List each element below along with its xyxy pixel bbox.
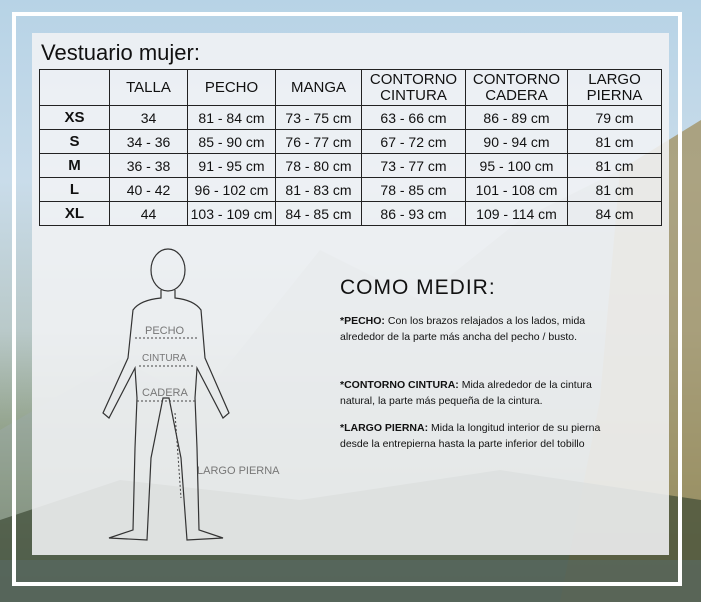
table-cell: 81 cm: [568, 154, 662, 178]
table-cell: 34: [110, 106, 188, 130]
table-cell: 79 cm: [568, 106, 662, 130]
table-row: [40, 178, 662, 202]
page-title: Vestuario mujer:: [41, 40, 200, 65]
note-label: *PECHO:: [340, 315, 385, 327]
size-table: [39, 69, 662, 226]
table-cell: 81 cm: [568, 178, 662, 202]
table-row: [40, 202, 662, 226]
table-cell: 103 - 109 cm: [188, 202, 276, 226]
note-text: Con los brazos relajados a los lados, mida alrededor de la parte más ancha del pecho / busto.: [340, 315, 586, 343]
size-code-cell: L: [40, 178, 110, 202]
table-cell: 73 - 77 cm: [362, 154, 466, 178]
note-text: Mida la longitud interior de su pierna desde la entrepierna hasta la parte inferior del tobillo: [340, 422, 601, 450]
table-cell: 96 - 102 cm: [188, 178, 276, 202]
table-cell: 86 - 89 cm: [466, 106, 568, 130]
note-text: Mida alrededor de la cintura natural, la parte más pequeña de la cintura.: [340, 379, 592, 407]
note-cintura: [340, 377, 610, 409]
table-cell: 95 - 100 cm: [466, 154, 568, 178]
how-to-measure-title: COMO MEDIR:: [340, 276, 496, 299]
table-cell: 84 - 85 cm: [276, 202, 362, 226]
label-cintura: CINTURA: [142, 353, 187, 364]
note-label: *CONTORNO CINTURA:: [340, 379, 459, 391]
size-code-cell: XL: [40, 202, 110, 226]
header-cell: MANGA: [276, 70, 362, 106]
table-body: [40, 106, 662, 226]
body-outline-icon: [95, 248, 295, 548]
note-label: *LARGO PIERNA:: [340, 422, 429, 434]
table-cell: 91 - 95 cm: [188, 154, 276, 178]
label-largo-pierna: LARGO PIERNA: [197, 465, 280, 477]
table-cell: 73 - 75 cm: [276, 106, 362, 130]
note-largo-pierna: [340, 420, 610, 452]
table-cell: 81 - 83 cm: [276, 178, 362, 202]
table-row: [40, 106, 662, 130]
table-cell: 109 - 114 cm: [466, 202, 568, 226]
header-row: [40, 70, 662, 106]
table-cell: 81 - 84 cm: [188, 106, 276, 130]
table-cell: 34 - 36: [110, 130, 188, 154]
table-cell: 78 - 85 cm: [362, 178, 466, 202]
table-cell: 36 - 38: [110, 154, 188, 178]
label-cadera: CADERA: [142, 387, 188, 399]
header-cell: [40, 70, 110, 106]
table-row: [40, 154, 662, 178]
label-pecho: PECHO: [145, 325, 185, 337]
table-row: [40, 130, 662, 154]
header-cell: CONTORNO CINTURA: [362, 70, 466, 106]
table-cell: 86 - 93 cm: [362, 202, 466, 226]
table-cell: 101 - 108 cm: [466, 178, 568, 202]
header-cell: CONTORNO CADERA: [466, 70, 568, 106]
header-cell: TALLA: [110, 70, 188, 106]
table-cell: 84 cm: [568, 202, 662, 226]
size-code-cell: S: [40, 130, 110, 154]
table-cell: 44: [110, 202, 188, 226]
table-cell: 63 - 66 cm: [362, 106, 466, 130]
table-cell: 90 - 94 cm: [466, 130, 568, 154]
size-code-cell: M: [40, 154, 110, 178]
table-cell: 67 - 72 cm: [362, 130, 466, 154]
size-code-cell: XS: [40, 106, 110, 130]
table-cell: 40 - 42: [110, 178, 188, 202]
table-cell: 78 - 80 cm: [276, 154, 362, 178]
header-cell: LARGO PIERNA: [568, 70, 662, 106]
body-measurement-figure: [95, 248, 295, 548]
header-cell: PECHO: [188, 70, 276, 106]
table-cell: 81 cm: [568, 130, 662, 154]
table-cell: 76 - 77 cm: [276, 130, 362, 154]
table-cell: 85 - 90 cm: [188, 130, 276, 154]
note-pecho: [340, 313, 610, 345]
